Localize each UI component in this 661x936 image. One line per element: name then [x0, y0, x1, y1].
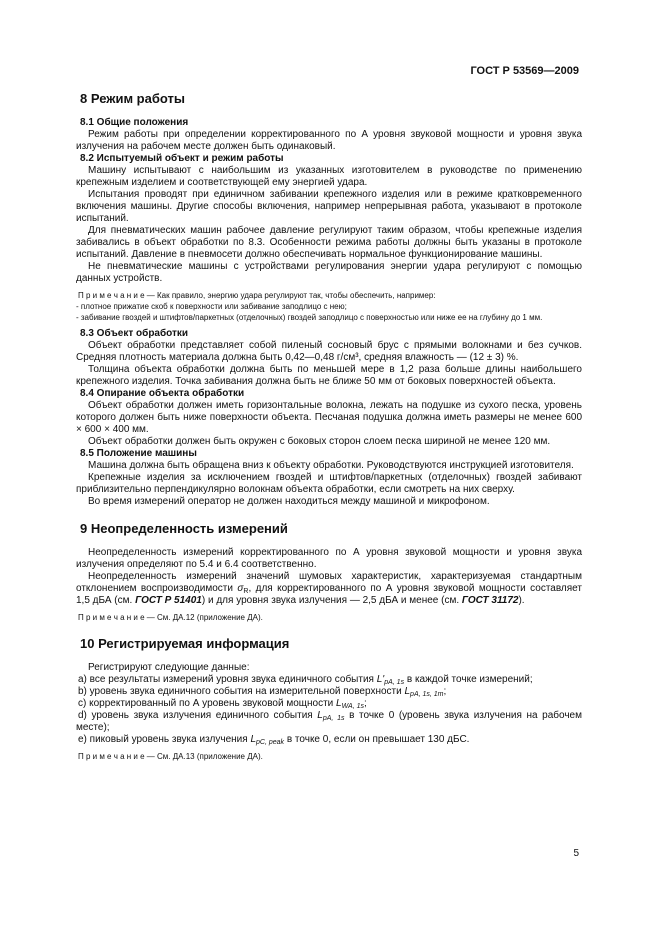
- paragraph: Неопределенность измерений значений шумовых характеристик, характеризуемая стандартным отклонением воспроизводимости $\sigma_R$, для корректированного по А уровня звуковой мощности составляет 1,5 дБА (см. ГОСТ Р 51401) и для уровня звука излучения — 2,5 дБА и менее (см. ГОСТ 31172).: [76, 571, 582, 606]
- subsection-8-2-title: 8.2 Испытуемый объект и режим работы: [80, 153, 284, 164]
- reference-link: ГОСТ Р 51401: [135, 595, 202, 606]
- paragraph: Толщина объекта обработки должна быть по меньшей мере в 1,2 раза больше длины наибольшего крепежного изделия. Точка забивания должна быть не ближе 50 мм от боковых поверхностей объекта.: [76, 364, 582, 387]
- note-item: - плотное прижатие скоб к поверхности или забивание заподлицо с нею;: [76, 302, 347, 311]
- reference-link: ГОСТ 31172: [461, 595, 519, 606]
- paragraph: Машину испытывают с наибольшим из указанных изготовителем в руководстве по применению крепежным изделием и соответствующей ему энергией удара.: [76, 165, 582, 188]
- subsection-8-4-title: 8.4 Опирание объекта обработки: [80, 388, 245, 399]
- paragraph: Режим работы при определении корректированного по А уровня звуковой мощности и уровня звука излучения на рабочем месте должен быть одинаковый.: [76, 129, 582, 152]
- list-item: d) уровень звука излучения единичного события $L_{pA, 1s}$ в точке 0 (уровень звука излучения на рабочем месте);: [76, 710, 582, 733]
- paragraph: Неопределенность измерений корректированного по А уровня звуковой мощности и уровня звука излучения определяют по 5.4 и 6.4 соответственно.: [76, 547, 582, 570]
- list-item: a) все результаты измерений уровня звука единичного события $L'_{pA, 1s}$ в каждой точке измерений;: [78, 674, 533, 686]
- section-10-title: 10 Регистрируемая информация: [80, 636, 290, 651]
- paragraph: Не пневматические машины с устройствами регулирования энергии удара регулируют с помощью данных устройств.: [76, 261, 582, 284]
- paragraph: Крепежные изделия за исключением гвоздей и штифтов/паркетных (отделочных) гвоздей забивают приблизительно перпендикулярно волокнам объекта обработки, если смотреть на них сверху.: [76, 472, 582, 495]
- paragraph: Испытания проводят при единичном забивании крепежного изделия или в режиме кратковременного включения машины. Другие способы включения, например непрерывная работа, указывают в протоколе испытаний.: [76, 189, 582, 224]
- paragraph: Объект обработки должен иметь горизонтальные волокна, лежать на подушке из сухого песка, уровень которого должен быть ниже поверхности объекта. Песчаная подушка должна иметь размеры не менее 600 × 600 × 400 мм.: [76, 400, 582, 435]
- paragraph: Регистрируют следующие данные:: [88, 662, 250, 673]
- section-9-title: 9 Неопределенность измерений: [80, 521, 288, 536]
- paragraph: Во время измерений оператор не должен находиться между машиной и микрофоном.: [88, 496, 490, 507]
- paragraph: Объект обработки должен быть окружен с боковых сторон слоем песка шириной не менее 120 мм.: [88, 436, 551, 447]
- note: П р и м е ч а н и е — Как правило, энергию удара регулируют так, чтобы обеспечить, например:: [78, 291, 436, 300]
- subsection-8-3-title: 8.3 Объект обработки: [80, 328, 189, 339]
- paragraph: Для пневматических машин рабочее давление регулируют таким образом, чтобы крепежные изделия забивались в объект обработки по 8.3. Особенности режима работы должны быть указаны в протоколе испытаний. Давление в пневмосети должно обеспечивать нормальное функционирование машины.: [76, 225, 582, 260]
- subsection-8-5-title: 8.5 Положение машины: [80, 448, 197, 459]
- paragraph: Машина должна быть обращена вниз к объекту обработки. Руководствуются инструкцией изготовителя.: [88, 460, 574, 471]
- section-8-title: 8 Режим работы: [80, 91, 185, 106]
- list-item: c) корректированный по А уровень звуковой мощности $L_{WA, 1s}$;: [78, 698, 367, 710]
- note: П р и м е ч а н и е — См. ДА.12 (приложение ДА).: [78, 613, 263, 622]
- subsection-8-1-title: 8.1 Общие положения: [80, 117, 189, 128]
- list-item: e) пиковый уровень звука излучения $L_{pC, peak}$ в точке 0, если он превышает 130 дБС.: [78, 734, 470, 746]
- page-number: 5: [573, 848, 579, 859]
- standard-header: ГОСТ Р 53569—2009: [470, 65, 579, 77]
- note-item: - забивание гвоздей и штифтов/паркетных (отделочных) гвоздей заподлицо с поверхностью или ниже ее на глубину до 1 мм.: [76, 313, 543, 322]
- page-content: [76, 90, 582, 762]
- paragraph: Объект обработки представляет собой пиленый сосновый брус с прямыми волокнами и без сучков. Средняя плотность материала должна быть 0,42—0,48 г/см³, средняя влажность — (12 ± 3) %.: [76, 340, 582, 363]
- list-item: b) уровень звука единичного события на измерительной поверхности $L_{pA, 1s, 1m}$;: [78, 686, 447, 698]
- note: П р и м е ч а н и е — См. ДА.13 (приложение ДА).: [78, 752, 263, 761]
- sigma-symbol: σ: [237, 583, 244, 594]
